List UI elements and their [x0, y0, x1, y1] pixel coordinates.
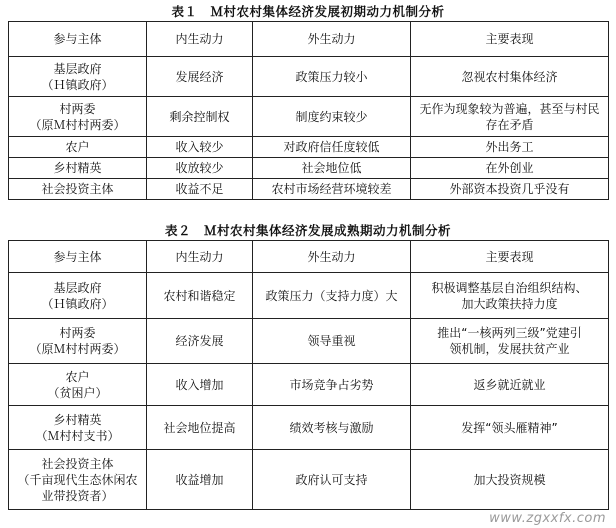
- cell-text: 制度约束较少: [295, 109, 368, 124]
- cell-text: 政策压力（支持力度）大: [265, 288, 398, 303]
- cell-text: 剩余控制权: [169, 109, 230, 124]
- cell-text: 收益增加: [175, 472, 224, 487]
- cell-text: 收入增加: [175, 377, 224, 392]
- cell-text: 推出“一核两列三级”党建引: [437, 326, 582, 340]
- table-row: [9, 364, 609, 406]
- cell-internal-driver: [147, 57, 253, 97]
- table-row: [9, 406, 609, 450]
- table-row: [9, 158, 609, 179]
- header-internal-driver: 内生动力: [147, 22, 253, 57]
- header-subject: 参与主体: [9, 22, 147, 57]
- cell-text: 市场竞争占劣势: [289, 377, 374, 392]
- cell-text: 村两委: [59, 101, 96, 116]
- cell-text: （贫困户）: [47, 385, 108, 400]
- header-internal-driver: 内生动力: [147, 241, 253, 273]
- table-row: [9, 179, 609, 200]
- cell-external-driver: [253, 406, 411, 450]
- cell-internal-driver: [147, 273, 253, 319]
- cell-text: 政府认可支持: [295, 472, 368, 487]
- cell-text: 乡村精英: [53, 161, 102, 175]
- cell-subject: [9, 97, 147, 137]
- cell-text: （千亩现代生态休闲农: [17, 472, 138, 487]
- cell-internal-driver: [147, 137, 253, 158]
- cell-manifestation: [411, 179, 609, 200]
- cell-text: 在外创业: [485, 161, 534, 175]
- cell-text: 发挥“领头雁精神”: [461, 420, 558, 435]
- cell-text: 收入较少: [175, 140, 224, 154]
- table-row: [9, 273, 609, 319]
- cell-text: （Ｈ镇政府）: [41, 77, 114, 92]
- cell-text: 业带投资者）: [41, 488, 114, 503]
- cell-internal-driver: [147, 158, 253, 179]
- table2: [8, 240, 609, 510]
- cell-manifestation: [411, 364, 609, 406]
- cell-manifestation: [411, 137, 609, 158]
- cell-text: 社会投资主体: [41, 456, 114, 471]
- cell-manifestation: [411, 57, 609, 97]
- cell-text: 加大政策扶持力度: [461, 296, 558, 311]
- cell-external-driver: [253, 364, 411, 406]
- cell-text: 绩效考核与激励: [289, 420, 374, 435]
- watermark: www.zgxxfx.com: [489, 511, 606, 526]
- table1: [8, 21, 609, 200]
- cell-manifestation: [411, 273, 609, 319]
- cell-text: 外出务工: [485, 140, 534, 154]
- cell-text: （Ｍ村村支书）: [35, 428, 120, 443]
- cell-internal-driver: [147, 319, 253, 364]
- cell-text: 社会投资主体: [41, 182, 114, 196]
- table-row: [9, 319, 609, 364]
- cell-text: 乡村精英: [53, 412, 102, 427]
- cell-text: 社会地位低: [301, 161, 362, 175]
- cell-subject: [9, 137, 147, 158]
- cell-internal-driver: [147, 364, 253, 406]
- cell-internal-driver: [147, 97, 253, 137]
- cell-text: 无作为现象较为普遍，甚至与村民: [419, 101, 600, 116]
- cell-text: 对政府信任度较低: [283, 140, 380, 154]
- cell-text: 领机制，发展扶贫产业: [449, 342, 570, 356]
- cell-subject: [9, 273, 147, 319]
- cell-external-driver: [253, 319, 411, 364]
- cell-text: 基层政府: [53, 280, 102, 295]
- cell-text: 农户: [65, 369, 90, 384]
- cell-subject: [9, 158, 147, 179]
- cell-text: 社会地位提高: [163, 420, 236, 435]
- cell-subject: [9, 364, 147, 406]
- cell-subject: [9, 450, 147, 510]
- cell-text: 收益不足: [175, 182, 224, 196]
- cell-text: （原Ｍ村村两委）: [29, 342, 126, 356]
- cell-text: 收放较少: [175, 161, 224, 175]
- cell-text: 领导重视: [307, 334, 356, 348]
- header-external-driver: 外生动力: [253, 22, 411, 57]
- header-external-driver: 外生动力: [253, 241, 411, 273]
- cell-external-driver: [253, 179, 411, 200]
- cell-internal-driver: [147, 179, 253, 200]
- table2-caption: 表２ Ｍ村农村集体经济发展成熟期动力机制分析: [164, 223, 451, 238]
- cell-text: 村两委: [59, 326, 96, 340]
- cell-internal-driver: [147, 450, 253, 510]
- cell-subject: [9, 57, 147, 97]
- cell-text: 加大投资规模: [473, 472, 546, 487]
- cell-external-driver: [253, 158, 411, 179]
- cell-text: 外部资本投资几乎没有: [449, 182, 570, 196]
- cell-internal-driver: [147, 406, 253, 450]
- table-row: [9, 97, 609, 137]
- cell-text: 存在矛盾: [485, 117, 534, 132]
- cell-text: 忽视农村集体经济: [461, 69, 558, 84]
- cell-manifestation: [411, 406, 609, 450]
- cell-external-driver: [253, 57, 411, 97]
- header-manifestation: 主要表现: [411, 22, 609, 57]
- cell-text: 政策压力较小: [295, 69, 368, 84]
- cell-text: 基层政府: [53, 61, 102, 76]
- table-row: [9, 137, 609, 158]
- table1-header-row: [9, 22, 609, 57]
- cell-text: 经济发展: [175, 334, 224, 348]
- cell-text: （Ｈ镇政府）: [41, 296, 114, 311]
- cell-text: 农户: [65, 140, 90, 154]
- cell-text: 农村和谐稳定: [163, 288, 236, 303]
- cell-text: 返乡就近就业: [473, 377, 546, 392]
- cell-manifestation: [411, 158, 609, 179]
- cell-subject: [9, 319, 147, 364]
- cell-manifestation: [411, 450, 609, 510]
- table-row: [9, 450, 609, 510]
- table-row: [9, 57, 609, 97]
- cell-external-driver: [253, 273, 411, 319]
- cell-external-driver: [253, 137, 411, 158]
- cell-text: 发展经济: [175, 69, 224, 84]
- cell-external-driver: [253, 450, 411, 510]
- table1-caption: 表１ Ｍ村农村集体经济发展初期动力机制分析: [171, 4, 445, 19]
- table2-header-row: [9, 241, 609, 273]
- header-manifestation: 主要表现: [411, 241, 609, 273]
- cell-text: 积极调整基层自治组织结构、: [431, 280, 588, 295]
- cell-text: 农村市场经营环境较差: [271, 182, 392, 196]
- cell-subject: [9, 179, 147, 200]
- cell-manifestation: [411, 97, 609, 137]
- cell-subject: [9, 406, 147, 450]
- cell-external-driver: [253, 97, 411, 137]
- cell-text: （原Ｍ村村两委）: [29, 117, 126, 132]
- cell-manifestation: [411, 319, 609, 364]
- header-subject: 参与主体: [9, 241, 147, 273]
